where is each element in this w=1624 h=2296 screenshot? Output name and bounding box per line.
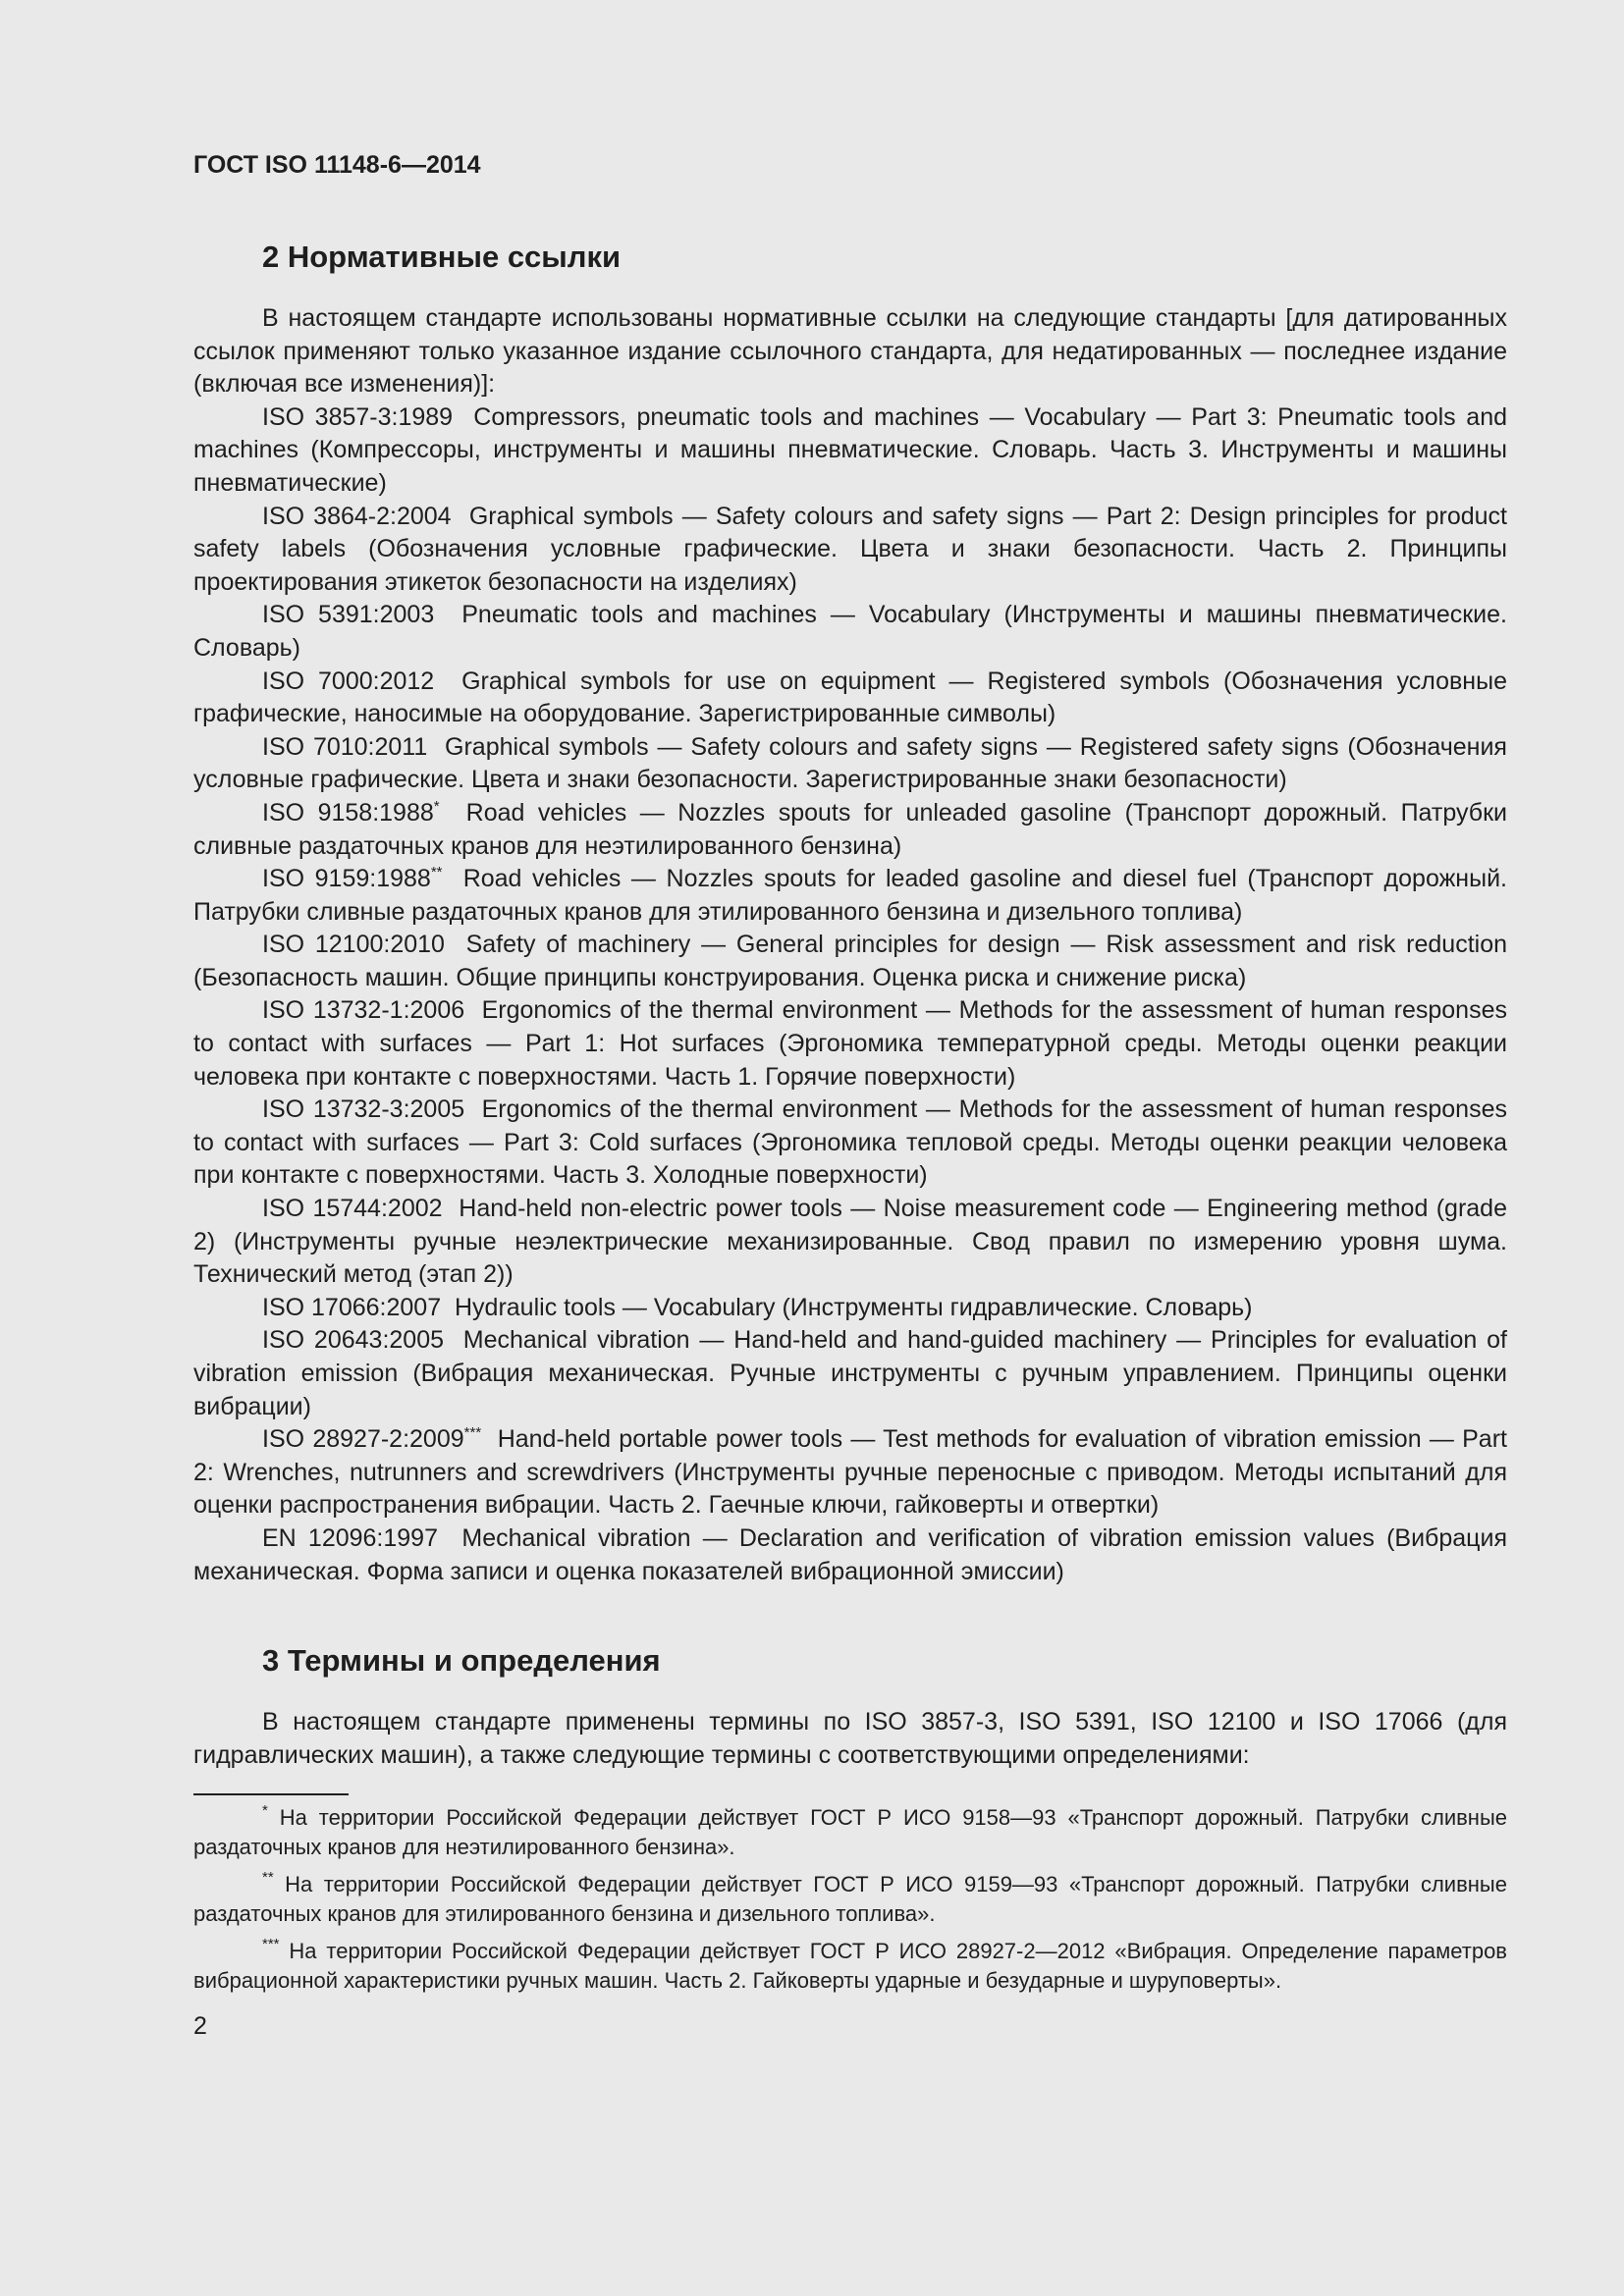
footnote-marker: *** — [262, 1936, 280, 1953]
reference-text: Road vehicles — Nozzles spouts for leaded gasoline and diesel fuel (Транспорт дорожный. Патрубки сливные раздаточных кранов для этилированного бензина и дизельного топлива) — [193, 865, 1507, 926]
footnote-marker: *** — [463, 1424, 482, 1442]
reference-text: Road vehicles — Nozzles spouts for unleaded gasoline (Транспорт дорожный. Патрубки сливные раздаточных кранов для неэтилированного бензина) — [193, 798, 1507, 860]
section-3-heading: 3 Термины и определения — [262, 1643, 661, 1679]
reference-item — [193, 994, 1507, 1094]
footnote-marker: * — [433, 797, 440, 815]
reference-code: ISO 13732-1:2006 — [262, 996, 465, 1025]
reference-code: ISO 12100:2010 — [262, 931, 445, 959]
reference-code: ISO 7010:2011 — [262, 732, 428, 761]
footnote-separator — [193, 1793, 349, 1795]
reference-code: ISO 17066:2007 — [262, 1293, 442, 1321]
reference-item — [193, 501, 1507, 600]
reference-item — [193, 401, 1507, 501]
reference-item — [193, 731, 1507, 797]
section-2-heading: 2 Нормативные ссылки — [262, 240, 622, 274]
reference-code: ISO 28927-2:2009 — [262, 1425, 464, 1454]
reference-code: ISO 3864-2:2004 — [262, 502, 452, 530]
normative-references-list — [193, 401, 1507, 1588]
reference-item — [193, 929, 1507, 994]
document-code: ГОСТ ISO 11148-6—2014 — [193, 151, 481, 179]
reference-code: ISO 7000:2012 — [262, 667, 435, 695]
reference-item — [193, 1522, 1507, 1588]
reference-text: Graphical symbols — Safety colours and safety signs — Registered safety signs (Обозначения условные графические. Цвета и знаки безопасности. Зарегистрированные знаки безопасности) — [193, 732, 1507, 794]
reference-code: ISO 9158:1988 — [262, 798, 434, 827]
reference-text: Hand-held non-electric power tools — Noise measurement code — Engineering method (grade 2) (Инструменты ручные неэлектрические механизированные. Свод правил по измерению уровня шума. Технический метод (этап 2)) — [193, 1195, 1507, 1289]
reference-item — [193, 1193, 1507, 1292]
reference-item — [193, 666, 1507, 731]
section-3-intro: В настоящем стандарте применены термины по ISO 3857-3, ISO 5391, ISO 12100 и ISO 17066 (для гидравлических машин), а также следующие термины с соответствующими определениями: — [193, 1708, 1507, 1769]
reference-code: ISO 15744:2002 — [262, 1195, 443, 1223]
footnote-marker: ** — [430, 864, 443, 881]
reference-text: Graphical symbols — Safety colours and safety signs — Part 2: Design principles for product safety labels (Обозначения условные графические. Цвета и знаки безопасности. Часть 2. Принципы проектирования этикеток безопасности на изделиях) — [193, 502, 1508, 596]
footnote-item — [193, 1870, 1507, 1929]
reference-text: Ergonomics of the thermal environment — Methods for the assessment of human responses to contact with surfaces — Part 3: Cold surfaces (Эргономика тепловой среды. Методы оценки реакции человека при контакте с поверхностями. Часть 3. Холодные поверхности) — [193, 1095, 1507, 1190]
reference-code: ISO 3857-3:1989 — [262, 402, 454, 431]
footnote-item — [193, 1803, 1507, 1862]
footnote-marker: * — [262, 1802, 268, 1820]
footnote-marker: ** — [262, 1869, 274, 1887]
footnote-text: На территории Российской Федерации действует ГОСТ Р ИСО 28927-2—2012 «Вибрация. Определение параметров вибрационной характеристики ручных машин. Часть 2. Гайковерты ударные и безударные и шуруповерты». — [193, 1939, 1507, 1994]
reference-item — [193, 1094, 1507, 1193]
document-page — [193, 147, 1507, 2043]
reference-item — [193, 1324, 1507, 1423]
reference-code: ISO 9159:1988 — [262, 865, 431, 893]
reference-code: ISO 5391:2003 — [262, 601, 435, 629]
reference-text: Graphical symbols for use on equipment — Registered symbols (Обозначения условные графические, наносимые на оборудование. Зарегистрированные символы) — [193, 667, 1507, 728]
reference-text: Safety of machinery — General principles for design — Risk assessment and risk reduction (Безопасность машин. Общие принципы конструирования. Оценка риска и снижение риска) — [193, 931, 1507, 991]
section-2-intro: В настоящем стандарте использованы нормативные ссылки на следующие стандарты [для датированных ссылок применяют только указанное издание ссылочного стандарта, для недатированных — последнее издание (включая все изменения)]: — [193, 304, 1507, 399]
reference-code: EN 12096:1997 — [262, 1523, 438, 1552]
reference-text: Hydraulic tools — Vocabulary (Инструменты гидравлические. Словарь) — [455, 1293, 1253, 1321]
reference-item — [193, 1423, 1507, 1522]
footnotes — [193, 1803, 1507, 1996]
footnote-text: На территории Российской Федерации действует ГОСТ Р ИСО 9159—93 «Транспорт дорожный. Патрубки сливные раздаточных кранов для этилированного бензина и дизельного топлива». — [193, 1872, 1507, 1927]
footnote-text: На территории Российской Федерации действует ГОСТ Р ИСО 9158—93 «Транспорт дорожный. Патрубки сливные раздаточных кранов для неэтилированного бензина». — [193, 1805, 1507, 1860]
reference-item — [193, 1292, 1507, 1325]
reference-item — [193, 797, 1507, 863]
reference-text: Mechanical vibration — Declaration and verification of vibration emission values (Вибрация механическая. Форма записи и оценка показателей вибрационной эмиссии) — [193, 1523, 1507, 1585]
reference-text: Mechanical vibration — Hand-held and hand-guided machinery — Principles for evaluation of vibration emission (Вибрация механическая. Ручные инструменты с ручным управлением. Принципы оценки вибрации) — [193, 1326, 1507, 1420]
reference-code: ISO 20643:2005 — [262, 1326, 445, 1355]
reference-item — [193, 599, 1507, 665]
reference-text: Pneumatic tools and machines — Vocabulary (Инструменты и машины пневматические. Словарь) — [193, 601, 1507, 662]
reference-text: Compressors, pneumatic tools and machines — Vocabulary — Part 3: Pneumatic tools and machines (Компрессоры, инструменты и машины пневматические. Словарь. Часть 3. Инструменты и машины пневматические) — [193, 402, 1507, 497]
page-number: 2 — [193, 2012, 207, 2041]
reference-text: Ergonomics of the thermal environment — Methods for the assessment of human responses to contact with surfaces — Part 1: Hot surfaces (Эргономика температурной среды. Методы оценки реакции человека при контакте с поверхностями. Часть 1. Горячие поверхности) — [193, 996, 1507, 1091]
reference-item — [193, 863, 1507, 929]
reference-code: ISO 13732-3:2005 — [262, 1095, 465, 1124]
reference-text: Hand-held portable power tools — Test methods for evaluation of vibration emission — Part 2: Wrenches, nutrunners and screwdrivers (Инструменты ручные переносные с приводом. Методы испытаний для оценки распространения вибрации. Часть 2. Гаечные ключи, гайковерты и отвертки) — [193, 1425, 1507, 1520]
footnote-item — [193, 1937, 1507, 1996]
